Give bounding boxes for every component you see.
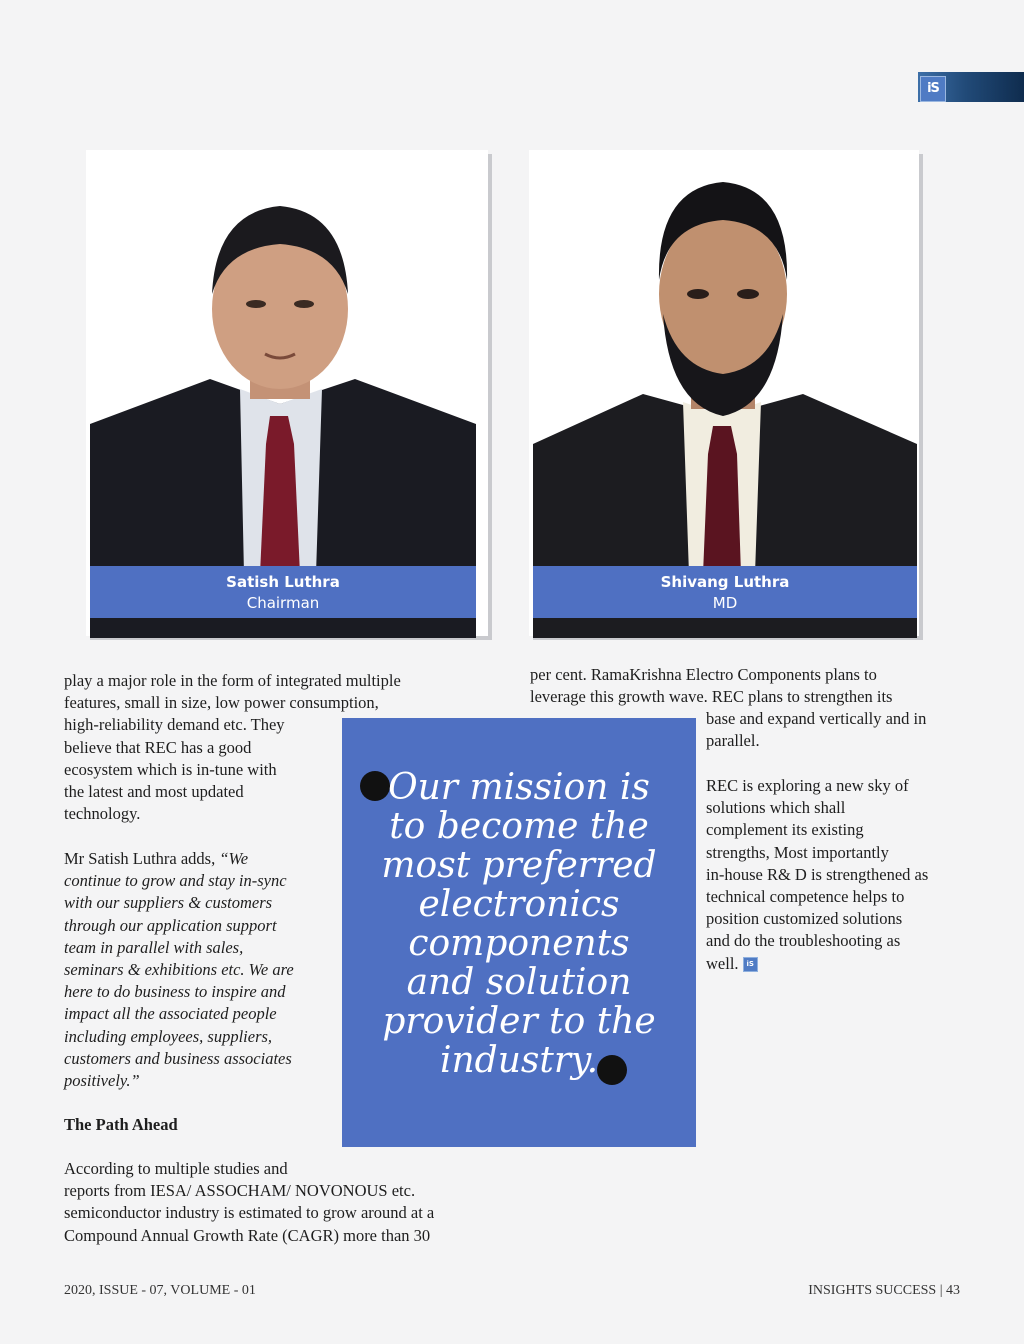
text-line: reports from IESA/ ASSOCHAM/ NOVONOUS etc. <box>64 1181 416 1201</box>
text-line: with our suppliers & customers <box>64 893 273 913</box>
caption-satish <box>90 566 476 618</box>
text-line: seminars & exhibitions etc. We are <box>64 960 294 980</box>
text-line: team in parallel with sales, <box>64 937 244 957</box>
text-line: positively.” <box>64 1071 140 1091</box>
end-mark-icon: iS <box>743 957 758 972</box>
left-paragraph-2 <box>64 848 294 1092</box>
right-paragraph-2 <box>706 775 928 975</box>
text-line: impact all the associated people <box>64 1004 277 1024</box>
text-span: Mr Satish Luthra adds, <box>64 849 220 868</box>
text-line: per cent. RamaKrishna Electro Components plans to <box>530 665 877 684</box>
footer-page: INSIGHTS SUCCESS | 43 <box>808 1283 960 1298</box>
text-line: semiconductor industry is estimated to grow around at a <box>64 1203 435 1223</box>
text-line: technical competence helps to <box>706 887 905 907</box>
text-span: “We <box>219 849 249 868</box>
text-line: play a major role in the form of integrated multiple <box>64 671 401 690</box>
text-line: high-reliability demand etc. They <box>64 715 285 735</box>
text-line: customers and business associates <box>64 1048 292 1068</box>
text-line: base and expand vertically and in <box>706 709 927 728</box>
quote-line: industry. <box>439 1040 599 1081</box>
text-line: REC is exploring a new sky of <box>706 776 909 795</box>
profile-card-shivang <box>529 150 919 636</box>
text-line: including employees, suppliers, <box>64 1026 273 1046</box>
text-line: position customized solutions <box>706 909 903 929</box>
profile-card-satish <box>86 150 488 636</box>
text-line: According to multiple studies and <box>64 1159 288 1178</box>
quote-line: and solution <box>406 962 632 1003</box>
text-line: continue to grow and stay in-sync <box>64 871 287 891</box>
pull-quote-text <box>342 768 696 1080</box>
text-line: solutions which shall <box>706 798 846 818</box>
footer-issue: 2020, ISSUE - 07, VOLUME - 01 <box>64 1283 256 1298</box>
section-heading: The Path Ahead <box>64 1115 178 1134</box>
person-name: Shivang Luthra <box>660 573 790 591</box>
text-line: through our application support <box>64 915 277 935</box>
quote-line: Our mission is <box>388 767 650 808</box>
person-role: MD <box>712 594 738 612</box>
person-name: Satish Luthra <box>226 573 340 591</box>
text-line: ecosystem which is in-tune with <box>64 759 277 779</box>
left-paragraph-3 <box>64 1158 434 1247</box>
text-line: in-house R& D is strengthened as <box>706 864 929 884</box>
right-paragraph-1-top <box>530 664 892 708</box>
quote-line: to become the <box>389 806 649 847</box>
quote-line: most preferred <box>381 845 657 886</box>
text-line: leverage this growth wave. REC plans to strengthen its <box>530 687 893 707</box>
text-span: well. <box>706 953 739 973</box>
quote-line: electronics <box>418 884 620 925</box>
text-line: the latest and most updated <box>64 782 244 802</box>
person-role: Chairman <box>246 594 320 612</box>
text-line: features, small in size, low power consumption, <box>64 693 379 713</box>
caption-shivang <box>533 566 917 618</box>
text-line: and do the troubleshooting as <box>706 931 901 951</box>
text-line: parallel. <box>706 731 760 751</box>
brand-logo: iS <box>920 76 946 102</box>
text-line: complement its existing <box>706 820 864 840</box>
quote-line: components <box>408 923 630 964</box>
text-line: believe that REC has a good <box>64 737 252 757</box>
text-line: technology. <box>64 804 141 824</box>
quote-line: provider to the <box>382 1001 656 1042</box>
right-paragraph-1-bottom <box>706 708 926 752</box>
text-line: here to do business to inspire and <box>64 982 286 1002</box>
text-line: Compound Annual Growth Rate (CAGR) more than 30 <box>64 1225 431 1245</box>
text-line: strengths, Most importantly <box>706 842 889 862</box>
